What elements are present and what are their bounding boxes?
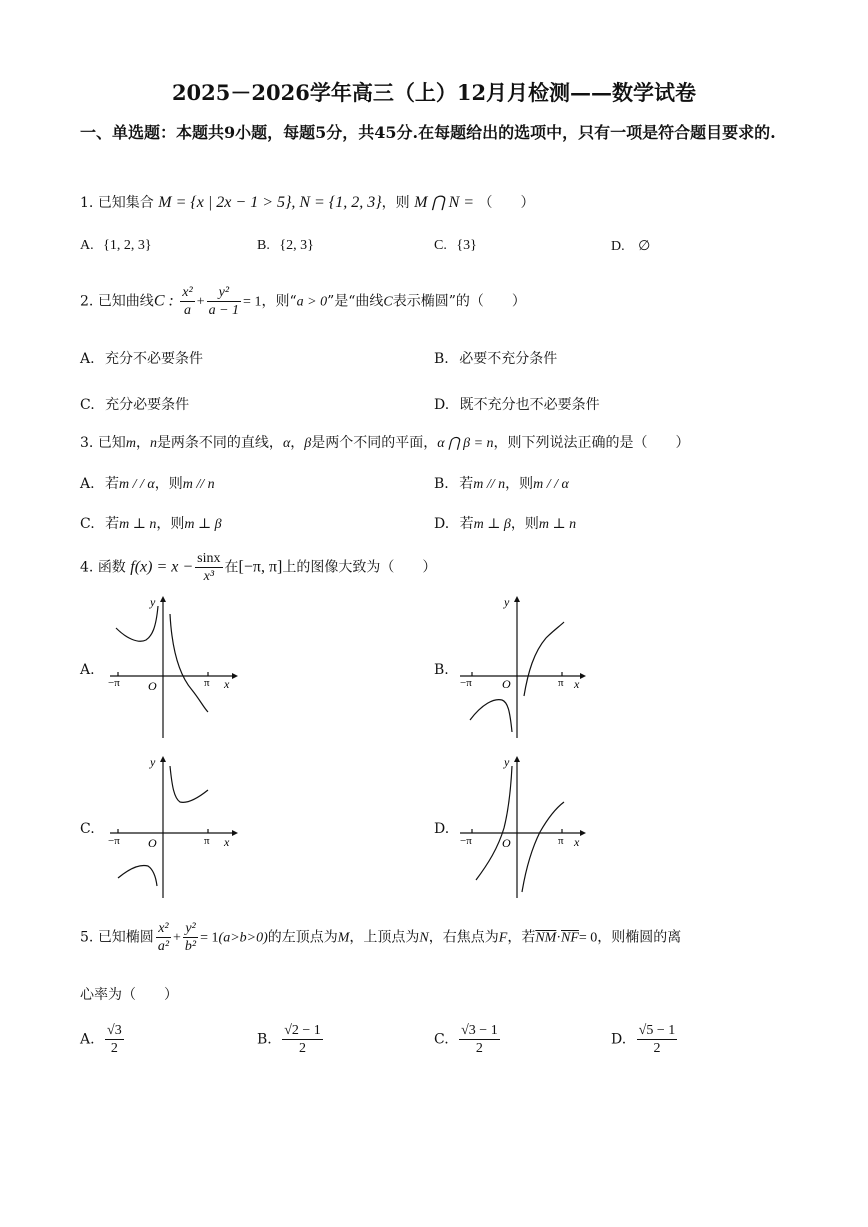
plus-sign: + — [173, 930, 181, 946]
question-number: 3. — [80, 435, 94, 451]
origin-label: O — [502, 836, 511, 850]
stem-text: ，则椭圆的离 — [597, 929, 682, 946]
math-expression: M ⋂ N = — [414, 194, 475, 211]
fraction-x2-over-a2: $\frac{\text{x²}}{\text{a²}}$ — [157, 921, 170, 954]
stem-text: ， — [135, 435, 150, 451]
graph-option-b[interactable] — [454, 592, 604, 742]
stem-text: ”是“曲线 — [327, 293, 384, 310]
neg-pi-label: −π — [108, 835, 120, 847]
math-expression: β — [304, 436, 312, 451]
math-expression: α — [282, 436, 291, 451]
question-3-option-a[interactable]: A. 若m / / α，则m // n — [80, 476, 215, 492]
fraction-x2-over-a: $\frac{\text{x²}}{a}$ — [182, 285, 193, 318]
neg-pi-label: −π — [108, 677, 120, 689]
question-3-stem — [80, 432, 690, 452]
origin-label: O — [502, 677, 511, 691]
pi-label: π — [558, 835, 564, 847]
curve-right-branch — [522, 802, 564, 892]
curve-right-branch — [170, 766, 208, 802]
stem-text: 已知集合 — [97, 195, 154, 211]
y-axis-arrow — [514, 756, 520, 762]
question-number: 2. — [80, 293, 94, 310]
stem-text: ，则下列说法正确的是（ ） — [493, 435, 690, 451]
stem-text: ，则 — [381, 195, 410, 211]
question-5-option-d[interactable]: D. $\frac{√5 - 1}{2}$ — [611, 1023, 676, 1056]
question-5-option-a[interactable]: A. $\frac{√3}{2}$ — [80, 1023, 122, 1056]
x-axis-arrow — [580, 830, 586, 836]
stem-text: ，上顶点为 — [349, 929, 420, 946]
y-axis-label: y — [504, 755, 510, 769]
x-axis-label: x — [224, 677, 230, 691]
question-4-option-d[interactable]: D. — [434, 821, 450, 837]
neg-pi-label: −π — [460, 835, 472, 847]
x-axis-arrow — [232, 673, 238, 679]
section-heading: 一、单选题：本题共9小题，每题5分，共45分.在每题给出的选项中，只有一项是符合题目要求的. — [80, 123, 776, 142]
equals-one: = 1 — [243, 294, 262, 310]
question-3-option-c[interactable]: C. 若m ⊥ n，则m ⊥ β — [80, 516, 222, 532]
stem-text: 在 — [224, 559, 239, 576]
equals-zero: = 0 — [578, 930, 598, 946]
origin-label: O — [148, 836, 157, 850]
question-1-stem — [80, 192, 534, 212]
question-2-option-d[interactable]: D. 既不充分也不必要条件 — [434, 397, 600, 413]
graph-option-a[interactable] — [100, 592, 250, 742]
question-1-option-b[interactable]: B. {2, 3} — [257, 238, 314, 253]
x-axis-arrow — [580, 673, 586, 679]
question-4-option-c[interactable]: C. — [80, 821, 95, 837]
pi-label: π — [204, 835, 210, 847]
question-4-option-b[interactable]: B. — [434, 662, 449, 678]
y-axis-label: y — [150, 755, 156, 769]
curve-left-branch — [476, 766, 512, 880]
fraction-y2-over-b2: $\frac{\text{y²}}{\text{b²}}$ — [184, 921, 197, 954]
stem-text: 上的图像大致为（ ） — [282, 559, 437, 576]
x-axis-label: x — [574, 835, 580, 849]
question-number: 1. — [80, 195, 94, 211]
stem-text: 是两条不同的直线， — [156, 435, 283, 451]
question-5-option-c[interactable]: C. $\frac{√3 - 1}{2}$ — [434, 1023, 498, 1056]
y-axis-label: y — [504, 595, 510, 609]
math-expression: [−π, π] — [238, 558, 283, 576]
answer-bracket: （ ） — [478, 195, 535, 211]
vector-nf: $\overline{NF}$ — [561, 930, 579, 946]
y-axis-label: y — [150, 595, 156, 609]
x-axis-label: x — [224, 835, 230, 849]
curve-left-branch — [116, 606, 158, 641]
stem-text: 已知椭圆 — [97, 929, 154, 946]
math-expression: C — [383, 294, 393, 310]
math-expression: a > 0 — [296, 294, 328, 310]
y-axis-arrow — [514, 596, 520, 602]
dot-operator: · — [556, 930, 561, 946]
stem-text: 函数 — [97, 559, 126, 576]
y-axis-arrow — [160, 756, 166, 762]
curve-left-branch — [470, 700, 512, 732]
question-number: 4. — [80, 559, 94, 576]
question-2-option-b[interactable]: B. 必要不充分条件 — [434, 351, 558, 367]
question-5-stem — [80, 920, 681, 955]
question-4-stem — [80, 550, 436, 585]
stem-text: ， — [290, 435, 305, 451]
math-expression: n — [149, 436, 157, 451]
question-2-option-c[interactable]: C. 充分必要条件 — [80, 397, 190, 413]
curve-right-branch — [170, 614, 208, 712]
curve-left-branch — [118, 866, 157, 887]
math-expression: f(x) = x − — [130, 558, 194, 576]
math-expression: m — [125, 436, 136, 451]
vector-nm: $\overline{NM}$ — [535, 930, 557, 946]
stem-text: 的左顶点为 — [267, 929, 338, 946]
y-axis-arrow — [160, 596, 166, 602]
plus-sign: + — [196, 294, 205, 310]
math-expression: N — [419, 930, 429, 946]
equals-one: = 1 — [200, 930, 219, 946]
question-1-option-a[interactable]: A. {1, 2, 3} — [80, 238, 152, 253]
stem-text: ，若 — [507, 929, 536, 946]
question-4-option-a[interactable]: A. — [80, 662, 95, 678]
graph-option-d[interactable] — [454, 752, 604, 902]
x-axis-arrow — [232, 830, 238, 836]
question-1-option-c[interactable]: C. {3} — [434, 238, 477, 253]
fraction-sinx-over-x3: $\frac{\sin x}{\text{x³}}$ — [197, 551, 221, 584]
neg-pi-label: −π — [460, 677, 472, 689]
question-3-option-d[interactable]: D. 若m ⊥ β，则m ⊥ n — [434, 516, 577, 532]
stem-text: 是两个不同的平面， — [311, 435, 438, 451]
question-5-stem-continued: 心率为（ ） — [80, 987, 178, 1003]
stem-text: 已知 — [97, 435, 126, 451]
math-expression: M = {x | 2x − 1 > 5}, N = {1, 2, 3} — [158, 194, 382, 211]
stem-text: ，则“ — [261, 293, 297, 310]
pi-label: π — [558, 677, 564, 689]
origin-label: O — [148, 679, 157, 693]
math-condition: (a>b>0) — [218, 930, 268, 946]
math-expression: M — [337, 930, 350, 946]
stem-text: 已知曲线 — [97, 293, 154, 310]
question-2-stem — [80, 284, 526, 319]
question-3-option-b[interactable]: B. 若m // n，则m / / α — [434, 476, 569, 492]
page-title: 2025－2026学年高三（上）12月月检测——数学试卷 — [171, 80, 697, 105]
stem-text: ，右焦点为 — [428, 929, 499, 946]
stem-text: 表示椭圆”的（ ） — [392, 293, 526, 310]
question-2-option-a[interactable]: A. 充分不必要条件 — [80, 351, 204, 367]
question-number: 5. — [80, 929, 94, 946]
math-expression: C : — [153, 292, 174, 310]
fraction-y2-over-a-minus-1: $\frac{\text{y²}}{a - 1}$ — [208, 285, 240, 318]
question-1-option-d[interactable]: D. ∅ — [611, 239, 651, 254]
question-5-option-b[interactable]: B. $\frac{√2 - 1}{2}$ — [257, 1023, 321, 1056]
graph-option-c[interactable] — [100, 752, 250, 902]
math-expression: F — [498, 930, 508, 946]
pi-label: π — [204, 677, 210, 689]
math-expression: α ⋂ β = n — [437, 436, 494, 451]
x-axis-label: x — [574, 677, 580, 691]
